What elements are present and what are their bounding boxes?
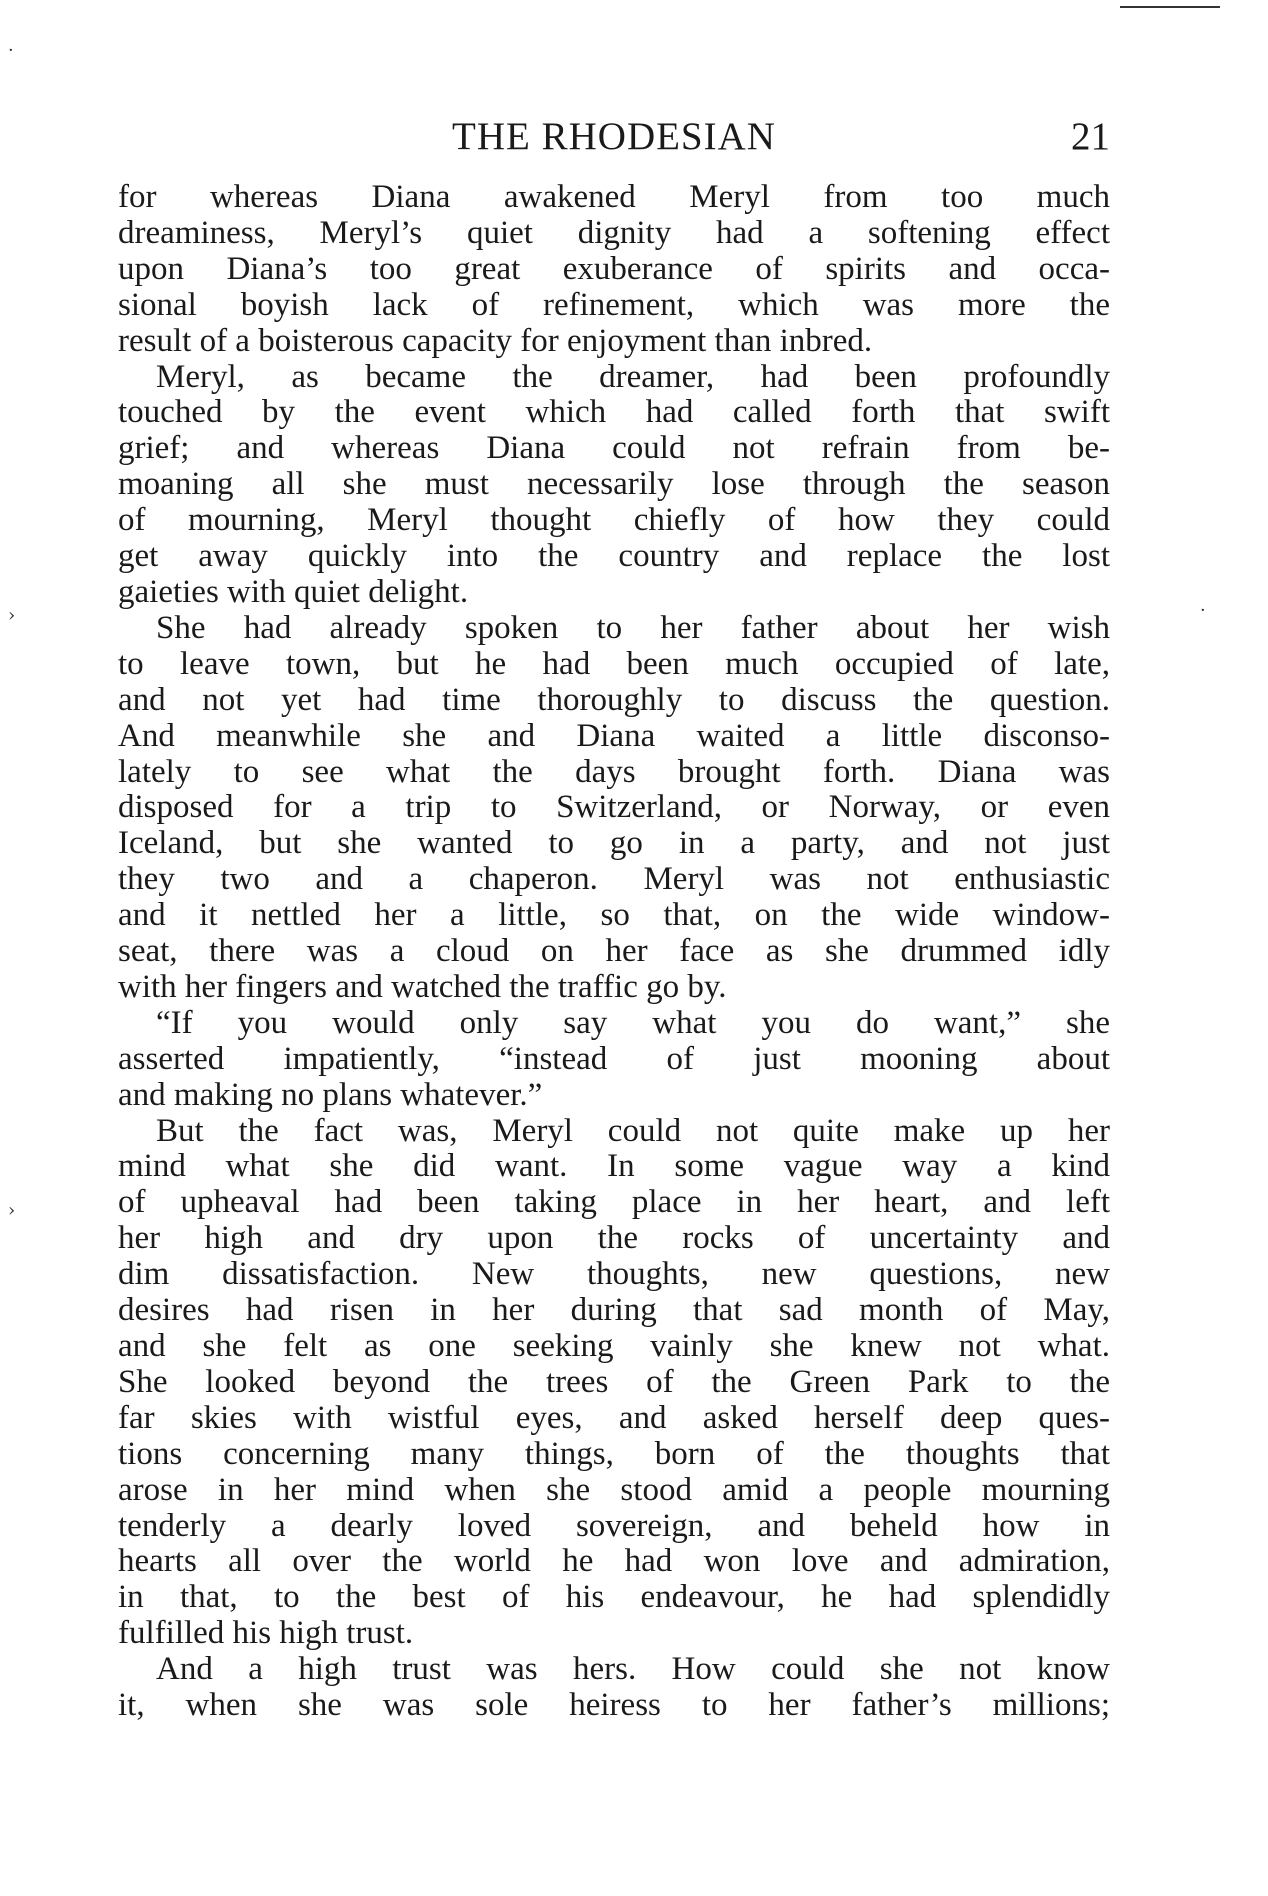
body-text [118,180,1110,1724]
text-line: hearts all over the world he had won love and admiration, [118,1543,1110,1580]
text-line: She had already spoken to her father about her wish [156,609,1110,646]
paragraph [118,360,1110,611]
scan-speck: · [8,40,14,61]
text-line: arose in her mind when she stood amid a people mourning [118,1471,1110,1508]
top-rule [1120,6,1220,8]
text-line: And a high trust was hers. How could she not know [156,1651,1110,1688]
text-line: moaning all she must necessarily lose through the season [118,466,1110,503]
text-line: And meanwhile she and Diana waited a little disconso- [118,717,1110,754]
text-line: in that, to the best of his endeavour, he had splendidly [118,1579,1110,1616]
text-line: far skies with wistful eyes, and asked herself deep ques- [118,1399,1110,1436]
text-line: But the fact was, Meryl could not quite make up her [156,1112,1110,1149]
paragraph [118,1652,1110,1724]
text-line: lately to see what the days brought forth. Diana was [118,753,1110,790]
text-line: Meryl, as became the dreamer, had been profoundly [156,358,1110,395]
text-line: touched by the event which had called forth that swift [118,394,1110,431]
page-header [118,112,1110,162]
text-line: disposed for a trip to Switzerland, or Norway, or even [118,789,1110,826]
scan-speck: · [1200,600,1206,621]
text-line: her high and dry upon the rocks of uncertainty and [118,1220,1110,1257]
text-line: it, when she was sole heiress to her father’s millions; [118,1687,1110,1724]
text-line: grief; and whereas Diana could not refrain from be- [118,430,1110,467]
text-line: seat, there was a cloud on her face as she drummed idly [118,933,1110,970]
text-line: and not yet had time thoroughly to discuss the question. [118,681,1110,718]
text-line: and it nettled her a little, so that, on the wide window- [118,897,1110,934]
text-line: “If you would only say what you do want,” she [156,1004,1110,1041]
text-line: Iceland, but she wanted to go in a party, and not just [118,825,1110,862]
text-line: with her fingers and watched the traffic go by. [118,968,727,1005]
text-line: dim dissatisfaction. New thoughts, new questions, new [118,1256,1110,1293]
scan-speck: › [8,605,16,626]
paragraph [118,1006,1110,1114]
text-line: She looked beyond the trees of the Green Park to the [118,1363,1110,1400]
text-line: get away quickly into the country and replace the lost [118,538,1110,575]
text-line: upon Diana’s too great exuberance of spirits and occa- [118,250,1110,287]
running-title: THE RHODESIAN [452,115,776,158]
paragraph [118,611,1110,1006]
text-line: asserted impatiently, “instead of just mooning about [118,1040,1110,1077]
paragraph [118,180,1110,360]
text-line: and she felt as one seeking vainly she knew not what. [118,1328,1110,1364]
text-line: of mourning, Meryl thought chiefly of how they could [118,502,1110,539]
text-line: of upheaval had been taking place in her heart, and left [118,1184,1110,1221]
text-line: to leave town, but he had been much occupied of late, [118,645,1110,682]
text-line: tions concerning many things, born of the thoughts that [118,1435,1110,1472]
text-line: gaieties with quiet delight. [118,573,469,610]
text-line: dreaminess, Meryl’s quiet dignity had a softening effect [118,214,1110,251]
text-line: for whereas Diana awakened Meryl from too much [118,179,1110,215]
page-number: 21 [1071,115,1110,158]
text-line: mind what she did want. In some vague way a kind [118,1148,1110,1185]
text-line: result of a boisterous capacity for enjoyment than inbred. [118,322,873,359]
scan-speck: › [8,1200,16,1221]
text-line: sional boyish lack of refinement, which was more the [118,286,1110,323]
text-line: desires had risen in her during that sad month of May, [118,1292,1110,1329]
text-line: fulfilled his high trust. [118,1615,414,1652]
text-line: they two and a chaperon. Meryl was not enthusiastic [118,861,1110,898]
paragraph [118,1114,1110,1653]
text-line: tenderly a dearly loved sovereign, and beheld how in [118,1507,1110,1544]
text-line: and making no plans whatever.” [118,1076,543,1113]
